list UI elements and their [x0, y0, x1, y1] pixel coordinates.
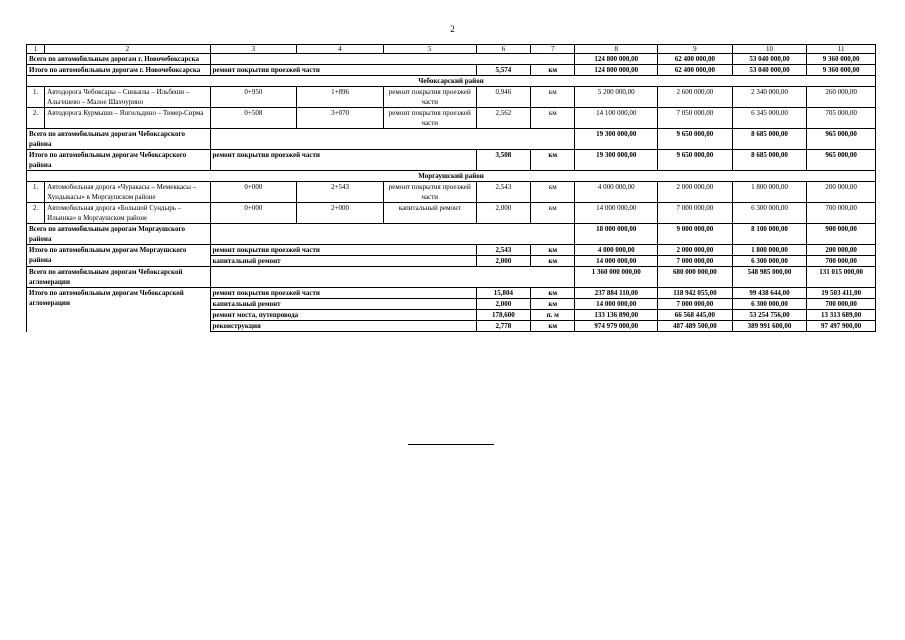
table-cell [210, 129, 575, 150]
amount-cell: 53 040 000,00 [732, 65, 807, 76]
work-type: капитальный ремонт [383, 203, 476, 224]
amount-cell: 974 979 000,00 [575, 321, 658, 332]
total-label: Всего по автомобильным дорогам Чебоксарского района [27, 129, 211, 150]
start-km: 0+000 [210, 203, 297, 224]
column-header: 1 [27, 45, 45, 54]
work-type: ремонт покрытия проезжей части [210, 65, 476, 76]
table-row [27, 267, 876, 288]
amount-cell: 18 000 000,00 [575, 224, 658, 245]
road-name: Автомобильная дорога «Чуракасы – Мемеккасы – Хундыкасы» в Моргаушском районе [45, 182, 210, 203]
table-row [27, 108, 876, 129]
start-km: 0+000 [210, 182, 297, 203]
amount-cell: 8 685 000,00 [732, 129, 807, 150]
amount-cell: 200 000,00 [807, 182, 876, 203]
amount-cell: 1 800 000,00 [732, 182, 807, 203]
work-type: ремонт покрытия проезжей части [210, 288, 476, 299]
row-number: 1. [27, 87, 45, 108]
unit-cell: км [531, 182, 575, 203]
end-km: 1+896 [297, 87, 384, 108]
column-header: 11 [807, 45, 876, 54]
subtotal-label: Итого по автомобильным дорогам Моргаушского района [27, 245, 211, 267]
start-km: 0+508 [210, 108, 297, 129]
amount-cell: 66 568 445,00 [658, 310, 733, 321]
amount-cell: 2 000 000,00 [658, 245, 733, 256]
end-km: 2+000 [297, 203, 384, 224]
row-number: 1. [27, 182, 45, 203]
amount-cell: 99 438 644,00 [732, 288, 807, 299]
road-name: Автодорога Чебоксары – Синьялы – Ильбеши – Альгешево – Малое Шахчурино [45, 87, 210, 108]
end-line [408, 444, 494, 445]
amount-cell: 200 000,00 [807, 245, 876, 256]
work-type: капитальный ремонт [210, 299, 476, 310]
amount-cell: 9 650 000,00 [658, 129, 733, 150]
table-cell [210, 224, 575, 245]
unit-cell: п. м [531, 310, 575, 321]
length-cell: 2,562 [476, 108, 530, 129]
subtotal-label: Итого по автомобильным дорогам г. Новочебоксарска [27, 65, 211, 76]
amount-cell: 700 000,00 [807, 299, 876, 310]
work-type: ремонт моста, путепровода [210, 310, 476, 321]
table-row [27, 245, 876, 256]
amount-cell: 9 650 000,00 [658, 150, 733, 171]
unit-cell: км [531, 288, 575, 299]
work-type: капитальный ремонт [210, 256, 476, 267]
amount-cell: 705 000,00 [807, 108, 876, 129]
length-cell: 2,000 [476, 256, 530, 267]
subtotal-label: Итого по автомобильным дорогам Чебоксарской агломерации [27, 288, 211, 332]
length-cell: 2,778 [476, 321, 530, 332]
length-cell: 2,000 [476, 203, 530, 224]
amount-cell: 2 600 000,00 [658, 87, 733, 108]
work-type: ремонт покрытия проезжей части [383, 182, 476, 203]
length-cell: 3,508 [476, 150, 530, 171]
amount-cell: 7 000 000,00 [658, 299, 733, 310]
amount-cell: 680 000 000,00 [658, 267, 733, 288]
amount-cell: 2 340 000,00 [732, 87, 807, 108]
table-cell [210, 54, 575, 65]
table-row [27, 171, 876, 182]
unit-cell: км [531, 321, 575, 332]
amount-cell: 2 000 000,00 [658, 182, 733, 203]
amount-cell: 14 000 000,00 [575, 256, 658, 267]
table-row [27, 203, 876, 224]
amount-cell: 965 000,00 [807, 150, 876, 171]
start-km: 0+950 [210, 87, 297, 108]
amount-cell: 9 360 000,00 [807, 54, 876, 65]
column-header: 2 [45, 45, 210, 54]
table-row [27, 182, 876, 203]
column-header: 6 [476, 45, 530, 54]
amount-cell: 53 254 756,00 [732, 310, 807, 321]
amount-cell: 53 040 000,00 [732, 54, 807, 65]
length-cell: 2,543 [476, 245, 530, 256]
column-header: 3 [210, 45, 297, 54]
table-row [27, 54, 876, 65]
amount-cell: 124 800 000,00 [575, 54, 658, 65]
amount-cell: 548 985 000,00 [732, 267, 807, 288]
amount-cell: 1 800 000,00 [732, 245, 807, 256]
amount-cell: 900 000,00 [807, 224, 876, 245]
table-row [27, 65, 876, 76]
work-type: ремонт покрытия проезжей части [383, 87, 476, 108]
amount-cell: 131 015 000,00 [807, 267, 876, 288]
table-row [27, 45, 876, 54]
unit-cell: км [531, 108, 575, 129]
amount-cell: 5 200 000,00 [575, 87, 658, 108]
road-name: Автодорога Курмыши – Янгильдино – Тимер-Сирма [45, 108, 210, 129]
table-row [27, 76, 876, 87]
work-type: ремонт покрытия проезжей части [210, 245, 476, 256]
roads-table [26, 44, 876, 332]
amount-cell: 19 300 000,00 [575, 129, 658, 150]
subtotal-label: Итого по автомобильным дорогам Чебоксарского района [27, 150, 211, 171]
column-header: 7 [531, 45, 575, 54]
section-title: Чебоксарский район [27, 76, 876, 87]
amount-cell: 124 800 000,00 [575, 65, 658, 76]
amount-cell: 965 000,00 [807, 129, 876, 150]
row-number: 2. [27, 108, 45, 129]
unit-cell: км [531, 299, 575, 310]
column-header: 4 [297, 45, 384, 54]
column-header: 8 [575, 45, 658, 54]
amount-cell: 19 503 411,00 [807, 288, 876, 299]
end-km: 3+070 [297, 108, 384, 129]
amount-cell: 487 489 500,00 [658, 321, 733, 332]
table-row [27, 288, 876, 299]
amount-cell: 14 000 000,00 [575, 203, 658, 224]
table-cell [210, 267, 575, 288]
length-cell: 15,804 [476, 288, 530, 299]
amount-cell: 8 685 000,00 [732, 150, 807, 171]
amount-cell: 118 942 055,00 [658, 288, 733, 299]
amount-cell: 14 000 000,00 [575, 299, 658, 310]
table-row [27, 150, 876, 171]
column-header: 5 [383, 45, 476, 54]
amount-cell: 14 100 000,00 [575, 108, 658, 129]
amount-cell: 260 000,00 [807, 87, 876, 108]
amount-cell: 4 000 000,00 [575, 182, 658, 203]
unit-cell: км [531, 203, 575, 224]
page-number: 2 [450, 24, 455, 34]
amount-cell: 6 300 000,00 [732, 299, 807, 310]
amount-cell: 1 360 000 000,00 [575, 267, 658, 288]
length-cell: 0,946 [476, 87, 530, 108]
unit-cell: км [531, 245, 575, 256]
end-km: 2+543 [297, 182, 384, 203]
amount-cell: 700 000,00 [807, 203, 876, 224]
table-row [27, 87, 876, 108]
amount-cell: 62 400 000,00 [658, 54, 733, 65]
amount-cell: 7 000 000,00 [658, 203, 733, 224]
amount-cell: 62 400 000,00 [658, 65, 733, 76]
amount-cell: 13 313 689,00 [807, 310, 876, 321]
amount-cell: 133 136 890,00 [575, 310, 658, 321]
table-row [27, 224, 876, 245]
amount-cell: 7 050 000,00 [658, 108, 733, 129]
amount-cell: 6 300 000,00 [732, 203, 807, 224]
total-label: Всего по автомобильным дорогам г. Новочебоксарска [27, 54, 211, 65]
amount-cell: 9 000 000,00 [658, 224, 733, 245]
amount-cell: 97 497 900,00 [807, 321, 876, 332]
amount-cell: 9 360 000,00 [807, 65, 876, 76]
amount-cell: 700 000,00 [807, 256, 876, 267]
total-label: Всего по автомобильным дорогам Моргаушского района [27, 224, 211, 245]
amount-cell: 7 000 000,00 [658, 256, 733, 267]
work-type: реконструкция [210, 321, 476, 332]
table-row [27, 129, 876, 150]
section-title: Моргаушский район [27, 171, 876, 182]
total-label: Всего по автомобильным дорогам Чебоксарской агломерации [27, 267, 211, 288]
amount-cell: 6 300 000,00 [732, 256, 807, 267]
amount-cell: 8 100 000,00 [732, 224, 807, 245]
unit-cell: км [531, 256, 575, 267]
amount-cell: 237 884 110,00 [575, 288, 658, 299]
work-type: ремонт покрытия проезжей части [210, 150, 476, 171]
amount-cell: 4 000 000,00 [575, 245, 658, 256]
row-number: 2. [27, 203, 45, 224]
column-header: 10 [732, 45, 807, 54]
length-cell: 2,543 [476, 182, 530, 203]
work-type: ремонт покрытия проезжей части [383, 108, 476, 129]
length-cell: 5,574 [476, 65, 530, 76]
amount-cell: 389 991 600,00 [732, 321, 807, 332]
column-header: 9 [658, 45, 733, 54]
amount-cell: 19 300 000,00 [575, 150, 658, 171]
length-cell: 2,000 [476, 299, 530, 310]
unit-cell: км [531, 65, 575, 76]
amount-cell: 6 345 000,00 [732, 108, 807, 129]
road-name: Автомобильная дорога «Большой Сундырь – Ильинка» в Моргаушском районе [45, 203, 210, 224]
unit-cell: км [531, 87, 575, 108]
length-cell: 178,600 [476, 310, 530, 321]
unit-cell: км [531, 150, 575, 171]
